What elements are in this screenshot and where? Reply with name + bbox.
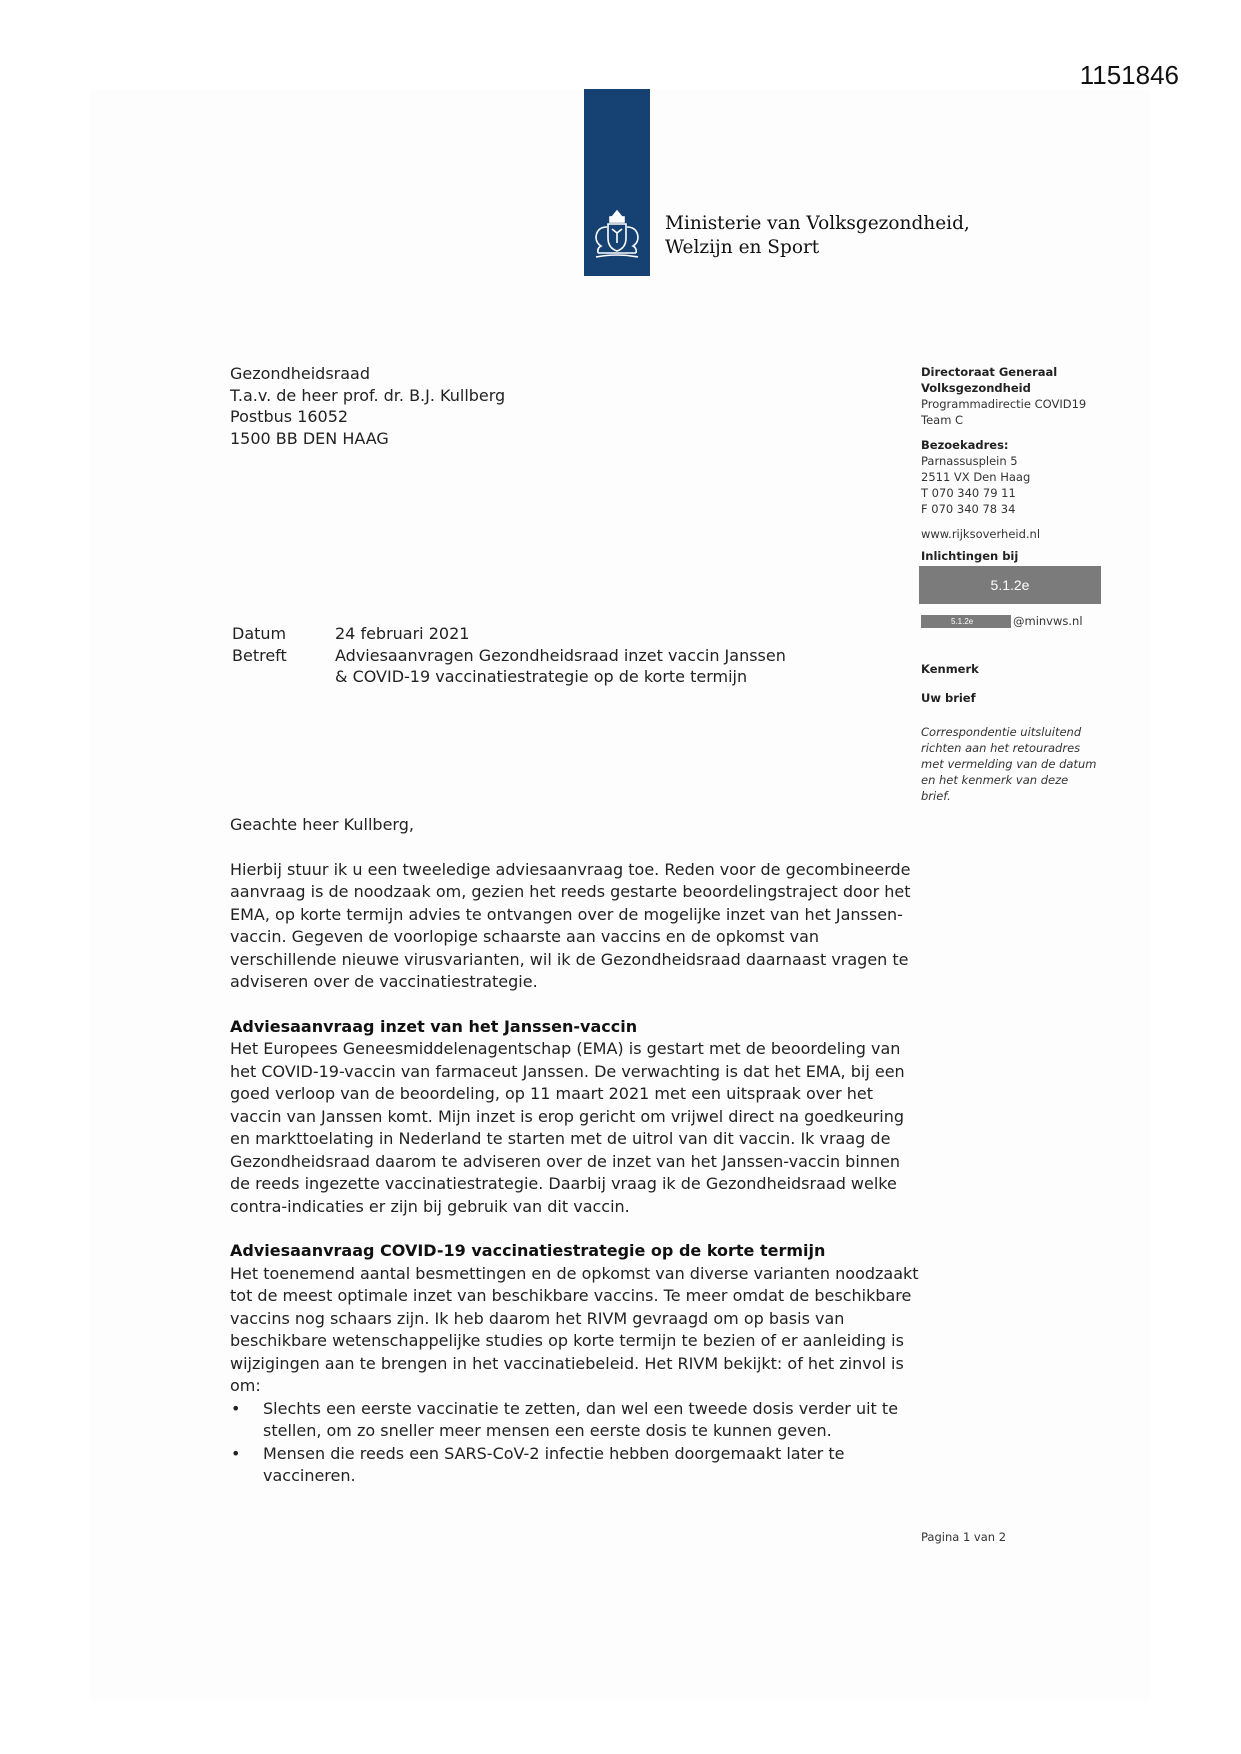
letter-body — [230, 814, 920, 1488]
note-line: Correspondentie uitsluitend — [921, 725, 1082, 739]
department-line: Volksgezondheid — [921, 381, 1031, 395]
uw-brief-label: Uw brief — [921, 691, 976, 705]
note-line: en het kenmerk van deze — [921, 773, 1069, 787]
kenmerk-label: Kenmerk — [921, 662, 979, 676]
coat-of-arms-icon — [588, 207, 646, 265]
visit-address-line: 2511 VX Den Haag — [921, 470, 1031, 484]
subject-line: & COVID-19 vaccinatiestrategie op de korte termijn — [335, 667, 748, 686]
salutation: Geachte heer Kullberg, — [230, 815, 414, 834]
redacted-contact-name: 5.1.2e — [919, 566, 1101, 604]
list-item: • Mensen die reeds een SARS-CoV-2 infectie hebben doorgemaakt later te vaccineren. — [230, 1443, 920, 1488]
document-number: 1151846 — [1079, 60, 1179, 90]
email-domain: @minvws.nl — [1013, 614, 1083, 628]
visit-address-line: Parnassusplein 5 — [921, 454, 1018, 468]
recipient-line: T.a.v. de heer prof. dr. B.J. Kullberg — [230, 385, 506, 405]
date-row — [232, 623, 835, 645]
correspondence-note — [921, 724, 1121, 804]
subject-row — [232, 645, 835, 688]
visit-address-label: Bezoekadres: — [921, 438, 1009, 452]
intro-paragraph: Hierbij stuur ik u een tweeledige adviesaanvraag toe. Reden voor de gecombineerde aanvraag is de noodzaak om, gezien het reeds gestarte beoordelingstraject door het EMA, op korte termijn advies te ontvangen over de mogelijke inzet van het Janssen-vaccin. Gegeven de voorlopige schaarste aan vaccins en de opkomst van verschillende nieuwe virusvarianten, wil ik de Gezondheidsraad daarnaast vragen te adviseren over de vaccinatiestrategie. — [230, 859, 911, 991]
note-line: richten aan het retouradres — [921, 741, 1081, 755]
date-label: Datum — [232, 624, 287, 643]
department-line: Directoraat Generaal — [921, 365, 1058, 379]
recipient-line: Postbus 16052 — [230, 407, 349, 426]
subject-label: Betreft — [232, 645, 287, 665]
department-line: Programmadirectie COVID19 — [921, 397, 1087, 411]
sender-sidebar — [921, 364, 1121, 804]
note-line: met vermelding van de datum — [921, 757, 1097, 771]
ministry-name — [665, 212, 970, 260]
contact-email — [921, 613, 1121, 629]
strategy-bullet-list — [230, 1398, 920, 1488]
list-item: • Slechts een eerste vaccinatie te zetten, dan wel een tweede dosis verder uit te stellen, om zo sneller meer mensen een eerste dosis te kunnen geven. — [230, 1398, 920, 1443]
ministry-logo-bar — [584, 89, 650, 276]
redacted-email-user: 5.1.2e — [921, 615, 1011, 628]
website-link[interactable]: www.rijksoverheid.nl — [921, 527, 1041, 541]
ministry-name-line2: Welzijn en Sport — [665, 237, 820, 258]
date-value: 24 februari 2021 — [335, 624, 470, 643]
department-line: Team C — [921, 413, 964, 427]
recipient-line: 1500 BB DEN HAAG — [230, 428, 389, 448]
note-line: brief. — [921, 789, 951, 803]
fax-number: F 070 340 78 34 — [921, 502, 1016, 516]
recipient-line: Gezondheidsraad — [230, 364, 370, 383]
subject-value — [335, 645, 835, 688]
section-heading-strategy: Adviesaanvraag COVID-19 vaccinatiestrategie op de korte termijn — [230, 1241, 826, 1260]
phone-number: T 070 340 79 11 — [921, 486, 1016, 500]
ministry-name-line1: Ministerie van Volksgezondheid, — [665, 213, 970, 234]
section-heading-janssen: Adviesaanvraag inzet van het Janssen-vaccin — [230, 1016, 638, 1036]
subject-line: Adviesaanvragen Gezondheidsraad inzet vaccin Janssen — [335, 645, 786, 665]
info-label: Inlichtingen bij — [921, 549, 1019, 563]
letter-meta — [232, 623, 835, 688]
section-text-strategy: Het toenemend aantal besmettingen en de opkomst van diverse varianten noodzaakt tot de meest optimale inzet van beschikbare vaccins. Te meer omdat de beschikbare vaccins nog schaars zijn. Ik heb daarom het RIVM gevraagd om op basis van beschikbare wetenschappelijke studies op korte termijn te bezien of er aanleiding is wijzigingen aan te brengen in het vaccinatiebeleid. Het RIVM bekijkt: of het zinvol is om: — [230, 1263, 919, 1395]
page-number: Pagina 1 van 2 — [921, 1530, 1007, 1544]
recipient-address — [230, 363, 505, 449]
section-text-janssen: Het Europees Geneesmiddelenagentschap (EMA) is gestart met de beoordeling van het COVID-19-vaccin van farmaceut Janssen. De verwachting is dat het EMA, bij een goed verloop van de beoordeling, op 11 maart 2021 met een uitspraak over het vaccin van Janssen komt. Mijn inzet is erop gericht om vrijwel direct na goedkeuring en markttoelating in Nederland te starten met de uitrol van dit vaccin. Ik vraag de Gezondheidsraad daarom te adviseren over de inzet van het Janssen-vaccin binnen de reeds ingezette vaccinatiestrategie. Daarbij vraag ik de Gezondheidsraad welke contra-indicaties er zijn bij gebruik van dit vaccin. — [230, 1039, 905, 1216]
